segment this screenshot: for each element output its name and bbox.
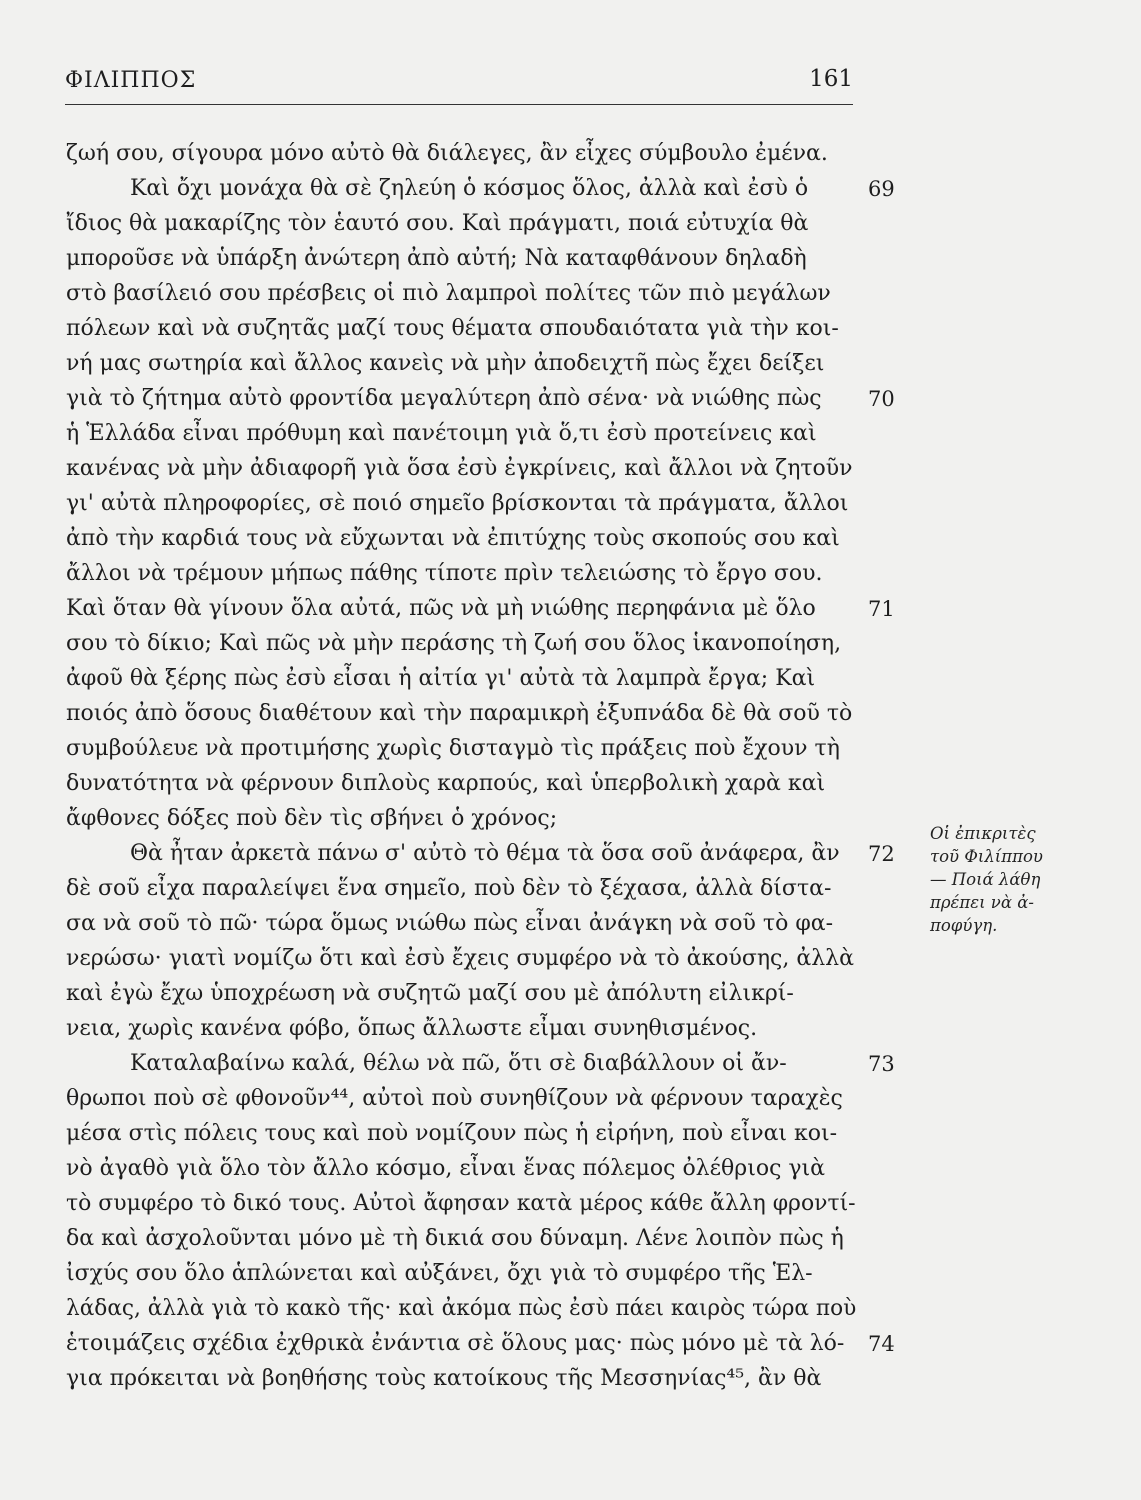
text-line: θρωποι ποὺ σὲ φθονοῦν⁴⁴, αὐτοὶ ποὺ συνηθίζουν νὰ φέρνουν ταραχὲς <box>66 1086 843 1111</box>
margin-note-line: ποφύγη. <box>930 916 998 935</box>
text-line: ἀπὸ τὴν καρδιά τους νὰ εὔχωνται νὰ ἐπιτύχης τοὺς σκοπούς σου καὶ <box>66 526 840 551</box>
text-line: τὸ συμφέρο τὸ δικό τους. Αὐτοὶ ἄφησαν κατὰ μέρος κάθε ἄλλη φροντί- <box>66 1191 856 1216</box>
text-line: σου τὸ δίκιο; Καὶ πῶς νὰ μὴν περάσης τὴ ζωή σου ὅλος ἱκανοποίηση, <box>66 631 842 656</box>
text-line: κανένας νὰ μὴν ἀδιαφορῆ γιὰ ὅσα ἐσὺ ἐγκρίνεις, καὶ ἄλλοι νὰ ζητοῦν <box>66 456 853 481</box>
text-line: λάδας, ἀλλὰ γιὰ τὸ κακὸ τῆς· καὶ ἀκόμα πὼς ἐσὺ πάει καιρὸς τώρα ποὺ <box>66 1296 857 1321</box>
section-number: 72 <box>868 842 895 866</box>
text-line: νὸ ἀγαθὸ γιὰ ὅλο τὸν ἄλλο κόσμο, εἶναι ἕνας πόλεμος ὀλέθριος γιὰ <box>66 1156 826 1181</box>
text-line: ποιός ἀπὸ ὅσους διαθέτουν καὶ τὴν παραμικρὴ ἐξυπνάδα δὲ θὰ σοῦ τὸ <box>66 701 853 726</box>
section-number: 71 <box>868 597 895 621</box>
margin-note <box>930 822 1100 937</box>
text-line: γιὰ τὸ ζήτημα αὐτὸ φροντίδα μεγαλύτερη ἀπὸ σένα· νὰ νιώθης πὼς <box>66 386 822 411</box>
text-line: Θὰ ἦταν ἀρκετὰ πάνω σ' αὐτὸ τὸ θέμα τὰ ὅσα σοῦ ἀνάφερα, ἂν <box>130 841 840 866</box>
text-line: ἀφοῦ θὰ ξέρης πὼς ἐσὺ εἶσαι ἡ αἰτία γι' αὐτὰ τὰ λαμπρὰ ἔργα; Καὶ <box>66 666 816 691</box>
page-number: 161 <box>809 66 853 92</box>
section-number: 69 <box>868 177 895 201</box>
text-line: ἄλλοι νὰ τρέμουν μήπως πάθης τίποτε πρὶν τελειώσης τὸ ἔργο σου. <box>66 561 823 586</box>
text-line: νεια, χωρὶς κανένα φόβο, ὅπως ἄλλωστε εἶμαι συνηθισμένος. <box>66 1016 758 1041</box>
text-line: πόλεων καὶ νὰ συζητᾶς μαζί τους θέματα σπουδαιότατα γιὰ τὴν κοι- <box>66 316 839 341</box>
text-line: μποροῦσε νὰ ὑπάρξη ἀνώτερη ἀπὸ αὐτή; Νὰ καταφθάνουν δηλαδὴ <box>66 246 807 271</box>
text-line: δα καὶ ἀσχολοῦνται μόνο μὲ τὴ δικιά σου δύναμη. Λένε λοιπὸν πὼς ἡ <box>66 1226 844 1251</box>
text-line: νερώσω· γιατὶ νομίζω ὅτι καὶ ἐσὺ ἔχεις συμφέρο νὰ τὸ ἀκούσης, ἀλλὰ <box>66 946 854 971</box>
section-number: 73 <box>868 1052 895 1076</box>
text-line: ἄφθονες δόξες ποὺ δὲν τὶς σβήνει ὁ χρόνος; <box>66 806 558 831</box>
text-line: στὸ βασίλειό σου πρέσβεις οἱ πιὸ λαμπροὶ πολίτες τῶν πιὸ μεγάλων <box>66 281 831 306</box>
text-line: ἰσχύς σου ὅλο ἁπλώνεται καὶ αὐξάνει, ὄχι γιὰ τὸ συμφέρο τῆς Ἑλ- <box>66 1261 813 1286</box>
text-line: ἡ Ἑλλάδα εἶναι πρόθυμη καὶ πανέτοιμη γιὰ ὅ,τι ἐσὺ προτείνεις καὶ <box>66 421 817 446</box>
text-line: ἴδιος θὰ μακαρίζης τὸν ἑαυτό σου. Καὶ πράγματι, ποιά εὐτυχία θὰ <box>66 211 809 236</box>
text-line: νή μας σωτηρία καὶ ἄλλος κανεὶς νὰ μὴν ἀποδειχτῆ πὼς ἔχει δείξει <box>66 351 825 376</box>
text-line: Καταλαβαίνω καλά, θέλω νὰ πῶ, ὅτι σὲ διαβάλλουν οἱ ἄν- <box>130 1051 787 1076</box>
text-line: καὶ ἐγὼ ἔχω ὑποχρέωση νὰ συζητῶ μαζί σου μὲ ἀπόλυτη εἰλικρί- <box>66 981 794 1006</box>
text-line: δυνατότητα νὰ φέρνουν διπλοὺς καρπούς, καὶ ὑπερβολικὴ χαρὰ καὶ <box>66 771 826 796</box>
margin-note-line: — Ποιά λάθη <box>930 870 1041 889</box>
text-line: ζωή σου, σίγουρα μόνο αὐτὸ θὰ διάλεγες, ἂν εἶχες σύμβουλο ἐμένα. <box>66 141 828 166</box>
text-line: Καὶ ὄχι μονάχα θὰ σὲ ζηλεύη ὁ κόσμος ὅλος, ἀλλὰ καὶ ἐσὺ ὁ <box>130 176 809 201</box>
margin-note-line: πρέπει νὰ ἀ- <box>930 893 1034 912</box>
margin-note-line: Οἱ ἐπικριτὲς <box>930 824 1036 843</box>
text-line: δὲ σοῦ εἶχα παραλείψει ἕνα σημεῖο, ποὺ δὲν τὸ ξέχασα, ἀλλὰ δίστα- <box>66 876 832 901</box>
section-number: 70 <box>868 387 895 411</box>
text-line: μέσα στὶς πόλεις τους καὶ ποὺ νομίζουν πὼς ἡ εἰρήνη, ποὺ εἶναι κοι- <box>66 1121 838 1146</box>
text-line: γι' αὐτὰ πληροφορίες, σὲ ποιό σημεῖο βρίσκονται τὰ πράγματα, ἄλλοι <box>66 491 849 516</box>
text-line: ἑτοιμάζεις σχέδια ἐχθρικὰ ἐνάντια σὲ ὅλους μας· πὼς μόνο μὲ τὰ λό- <box>66 1331 845 1356</box>
text-line: σα νὰ σοῦ τὸ πῶ· τώρα ὅμως νιώθω πὼς εἶναι ἀνάγκη νὰ σοῦ τὸ φα- <box>66 911 834 936</box>
text-line: Καὶ ὅταν θὰ γίνουν ὅλα αὐτά, πῶς νὰ μὴ νιώθης περηφάνια μὲ ὅλο <box>66 596 816 621</box>
section-number: 74 <box>868 1332 895 1356</box>
text-line: συμβούλευε νὰ προτιμήσης χωρὶς δισταγμὸ τὶς πράξεις ποὺ ἔχουν τὴ <box>66 736 840 761</box>
margin-note-line: τοῦ Φιλίππου <box>930 847 1043 866</box>
running-header <box>65 58 853 105</box>
running-title: ΦΙΛΙΠΠΟΣ <box>65 68 197 93</box>
text-line: για πρόκειται νὰ βοηθήσης τοὺς κατοίκους τῆς Μεσσηνίας⁴⁵, ἂν θὰ <box>66 1366 822 1391</box>
